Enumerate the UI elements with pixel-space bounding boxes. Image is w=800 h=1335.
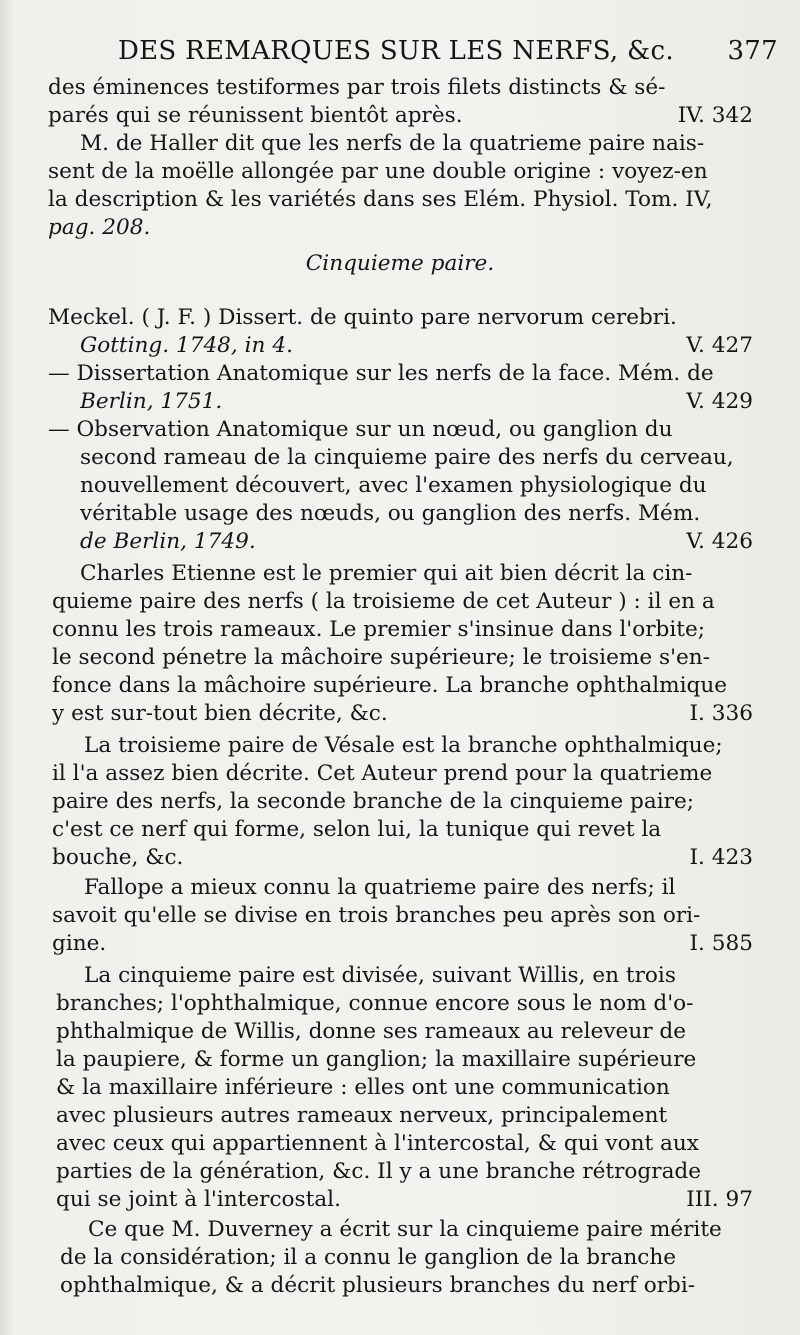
text-line [52, 844, 753, 872]
line-text: avec ceux qui appartiennent à l'intercostal, & qui vont aux [56, 1131, 699, 1156]
line-text: ophthalmique, & a décrit plusieurs branches du nerf orbi- [60, 1273, 696, 1298]
line-text: de Berlin, 1749. [80, 529, 256, 554]
reference-number: III. 97 [686, 1187, 753, 1212]
text-line [80, 472, 753, 500]
text-line [84, 962, 753, 990]
text-line [48, 74, 753, 102]
line-text: Ce que M. Duverney a écrit sur la cinquieme paire mérite [88, 1217, 722, 1242]
reference-number: V. 426 [686, 529, 753, 554]
line-text: La troisieme paire de Vésale est la branche ophthalmique; [84, 733, 723, 758]
text-line [56, 1186, 753, 1214]
line-text: — Dissertation Anatomique sur les nerfs de la face. Mém. de [48, 361, 714, 386]
reference-number: I. 423 [689, 845, 753, 870]
line-text: connu les trois rameaux. Le premier s'insinue dans l'orbite; [52, 617, 706, 642]
line-text: c'est ce nerf qui forme, selon lui, la tunique qui revet la [52, 817, 662, 842]
text-line [48, 304, 753, 332]
text-line [80, 500, 753, 528]
line-text: — Observation Anatomique sur un nœud, ou ganglion du [48, 417, 673, 442]
text-line [52, 616, 753, 644]
line-text: véritable usage des nœuds, ou ganglion des nerfs. Mém. [80, 501, 701, 526]
reference-number: I. 336 [689, 701, 753, 726]
text-line [84, 874, 753, 902]
text-line [48, 102, 753, 130]
text-line [52, 930, 753, 958]
reference-number: V. 427 [686, 333, 753, 358]
line-text: des éminences testiformes par trois filets distincts & sé- [48, 75, 666, 100]
text-line [56, 1130, 753, 1158]
running-title: DES REMARQUES SUR LES NERFS, &c. [118, 36, 674, 66]
line-text: bouche, &c. [52, 845, 184, 870]
text-line [88, 1216, 753, 1244]
line-text: nouvellement découvert, avec l'examen physiologique du [80, 473, 707, 498]
text-line [52, 902, 753, 930]
text-line [48, 360, 753, 388]
reference-number: I. 585 [689, 931, 753, 956]
line-text: Fallope a mieux connu la quatrieme paire des nerfs; il [84, 875, 676, 900]
line-text: phthalmique de Willis, donne ses rameaux au releveur de [56, 1019, 687, 1044]
reference-number: V. 429 [686, 389, 753, 414]
text-line [80, 444, 753, 472]
line-text: La cinquieme paire est divisée, suivant Willis, en trois [84, 963, 676, 988]
text-line [60, 1272, 753, 1300]
text-line [60, 1244, 753, 1272]
text-line [48, 158, 753, 186]
line-text: pag. 208. [48, 215, 151, 240]
text-line [56, 1018, 753, 1046]
reference-number: IV. 342 [677, 103, 753, 128]
line-text: gine. [52, 931, 107, 956]
page-number: 377 [727, 36, 778, 66]
line-text: parties de la génération, &c. Il y a une branche rétrograde [56, 1159, 702, 1184]
text-line [52, 816, 753, 844]
line-text: branches; l'ophthalmique, connue encore sous le nom d'o- [56, 991, 694, 1016]
line-text: de la considération; il a connu le ganglion de la branche [60, 1245, 677, 1270]
line-text: fonce dans la mâchoire supérieure. La branche ophthalmique [52, 673, 728, 698]
line-text: savoit qu'elle se divise en trois branches peu après son ori- [52, 903, 701, 928]
line-text: M. de Haller dit que les nerfs de la quatrieme paire nais- [80, 131, 705, 156]
text-line [80, 560, 753, 588]
text-line [52, 700, 753, 728]
line-text: & la maxillaire inférieure : elles ont une communication [56, 1075, 670, 1100]
line-text: paire des nerfs, la seconde branche de la cinquieme paire; [52, 789, 695, 814]
text-line [56, 1074, 753, 1102]
line-text: qui se joint à l'intercostal. [56, 1187, 341, 1212]
line-text: la description & les variétés dans ses Elém. Physiol. Tom. IV, [48, 187, 713, 212]
text-line [56, 1158, 753, 1186]
line-text: second rameau de la cinquieme paire des nerfs du cerveau, [80, 445, 734, 470]
running-header [118, 36, 778, 70]
text-line [52, 588, 753, 616]
line-text: il l'a assez bien décrite. Cet Auteur prend pour la quatrieme [52, 761, 713, 786]
text-line [56, 1046, 753, 1074]
line-text: Meckel. ( J. F. ) Dissert. de quinto pare nervorum cerebri. [48, 305, 677, 330]
text-line [80, 528, 753, 556]
text-line [56, 1102, 753, 1130]
text-line [56, 990, 753, 1018]
text-line [52, 760, 753, 788]
line-text: parés qui se réunissent bientôt après. [48, 103, 463, 128]
text-line [48, 416, 753, 444]
line-text: Gotting. 1748, in 4. [80, 333, 293, 358]
text-line [80, 388, 753, 416]
text-line [80, 130, 753, 158]
text-line [84, 732, 753, 760]
line-text: avec plusieurs autres rameaux nerveux, principalement [56, 1103, 668, 1128]
text-line [52, 644, 753, 672]
section-heading [0, 250, 800, 278]
section-title: Cinquieme paire. [305, 251, 495, 276]
text-line [48, 214, 753, 242]
text-line [48, 186, 753, 214]
line-text: quieme paire des nerfs ( la troisieme de cet Auteur ) : il en a [52, 589, 715, 614]
text-line [52, 672, 753, 700]
line-text: Berlin, 1751. [80, 389, 223, 414]
text-line [80, 332, 753, 360]
line-text: sent de la moëlle allongée par une double origine : voyez-en [48, 159, 708, 184]
line-text: y est sur-tout bien décrite, &c. [52, 701, 388, 726]
line-text: le second pénetre la mâchoire supérieure; le troisieme s'en- [52, 645, 710, 670]
line-text: Charles Etienne est le premier qui ait bien décrit la cin- [80, 561, 693, 586]
line-text: la paupiere, & forme un ganglion; la maxillaire supérieure [56, 1047, 697, 1072]
text-line [52, 788, 753, 816]
